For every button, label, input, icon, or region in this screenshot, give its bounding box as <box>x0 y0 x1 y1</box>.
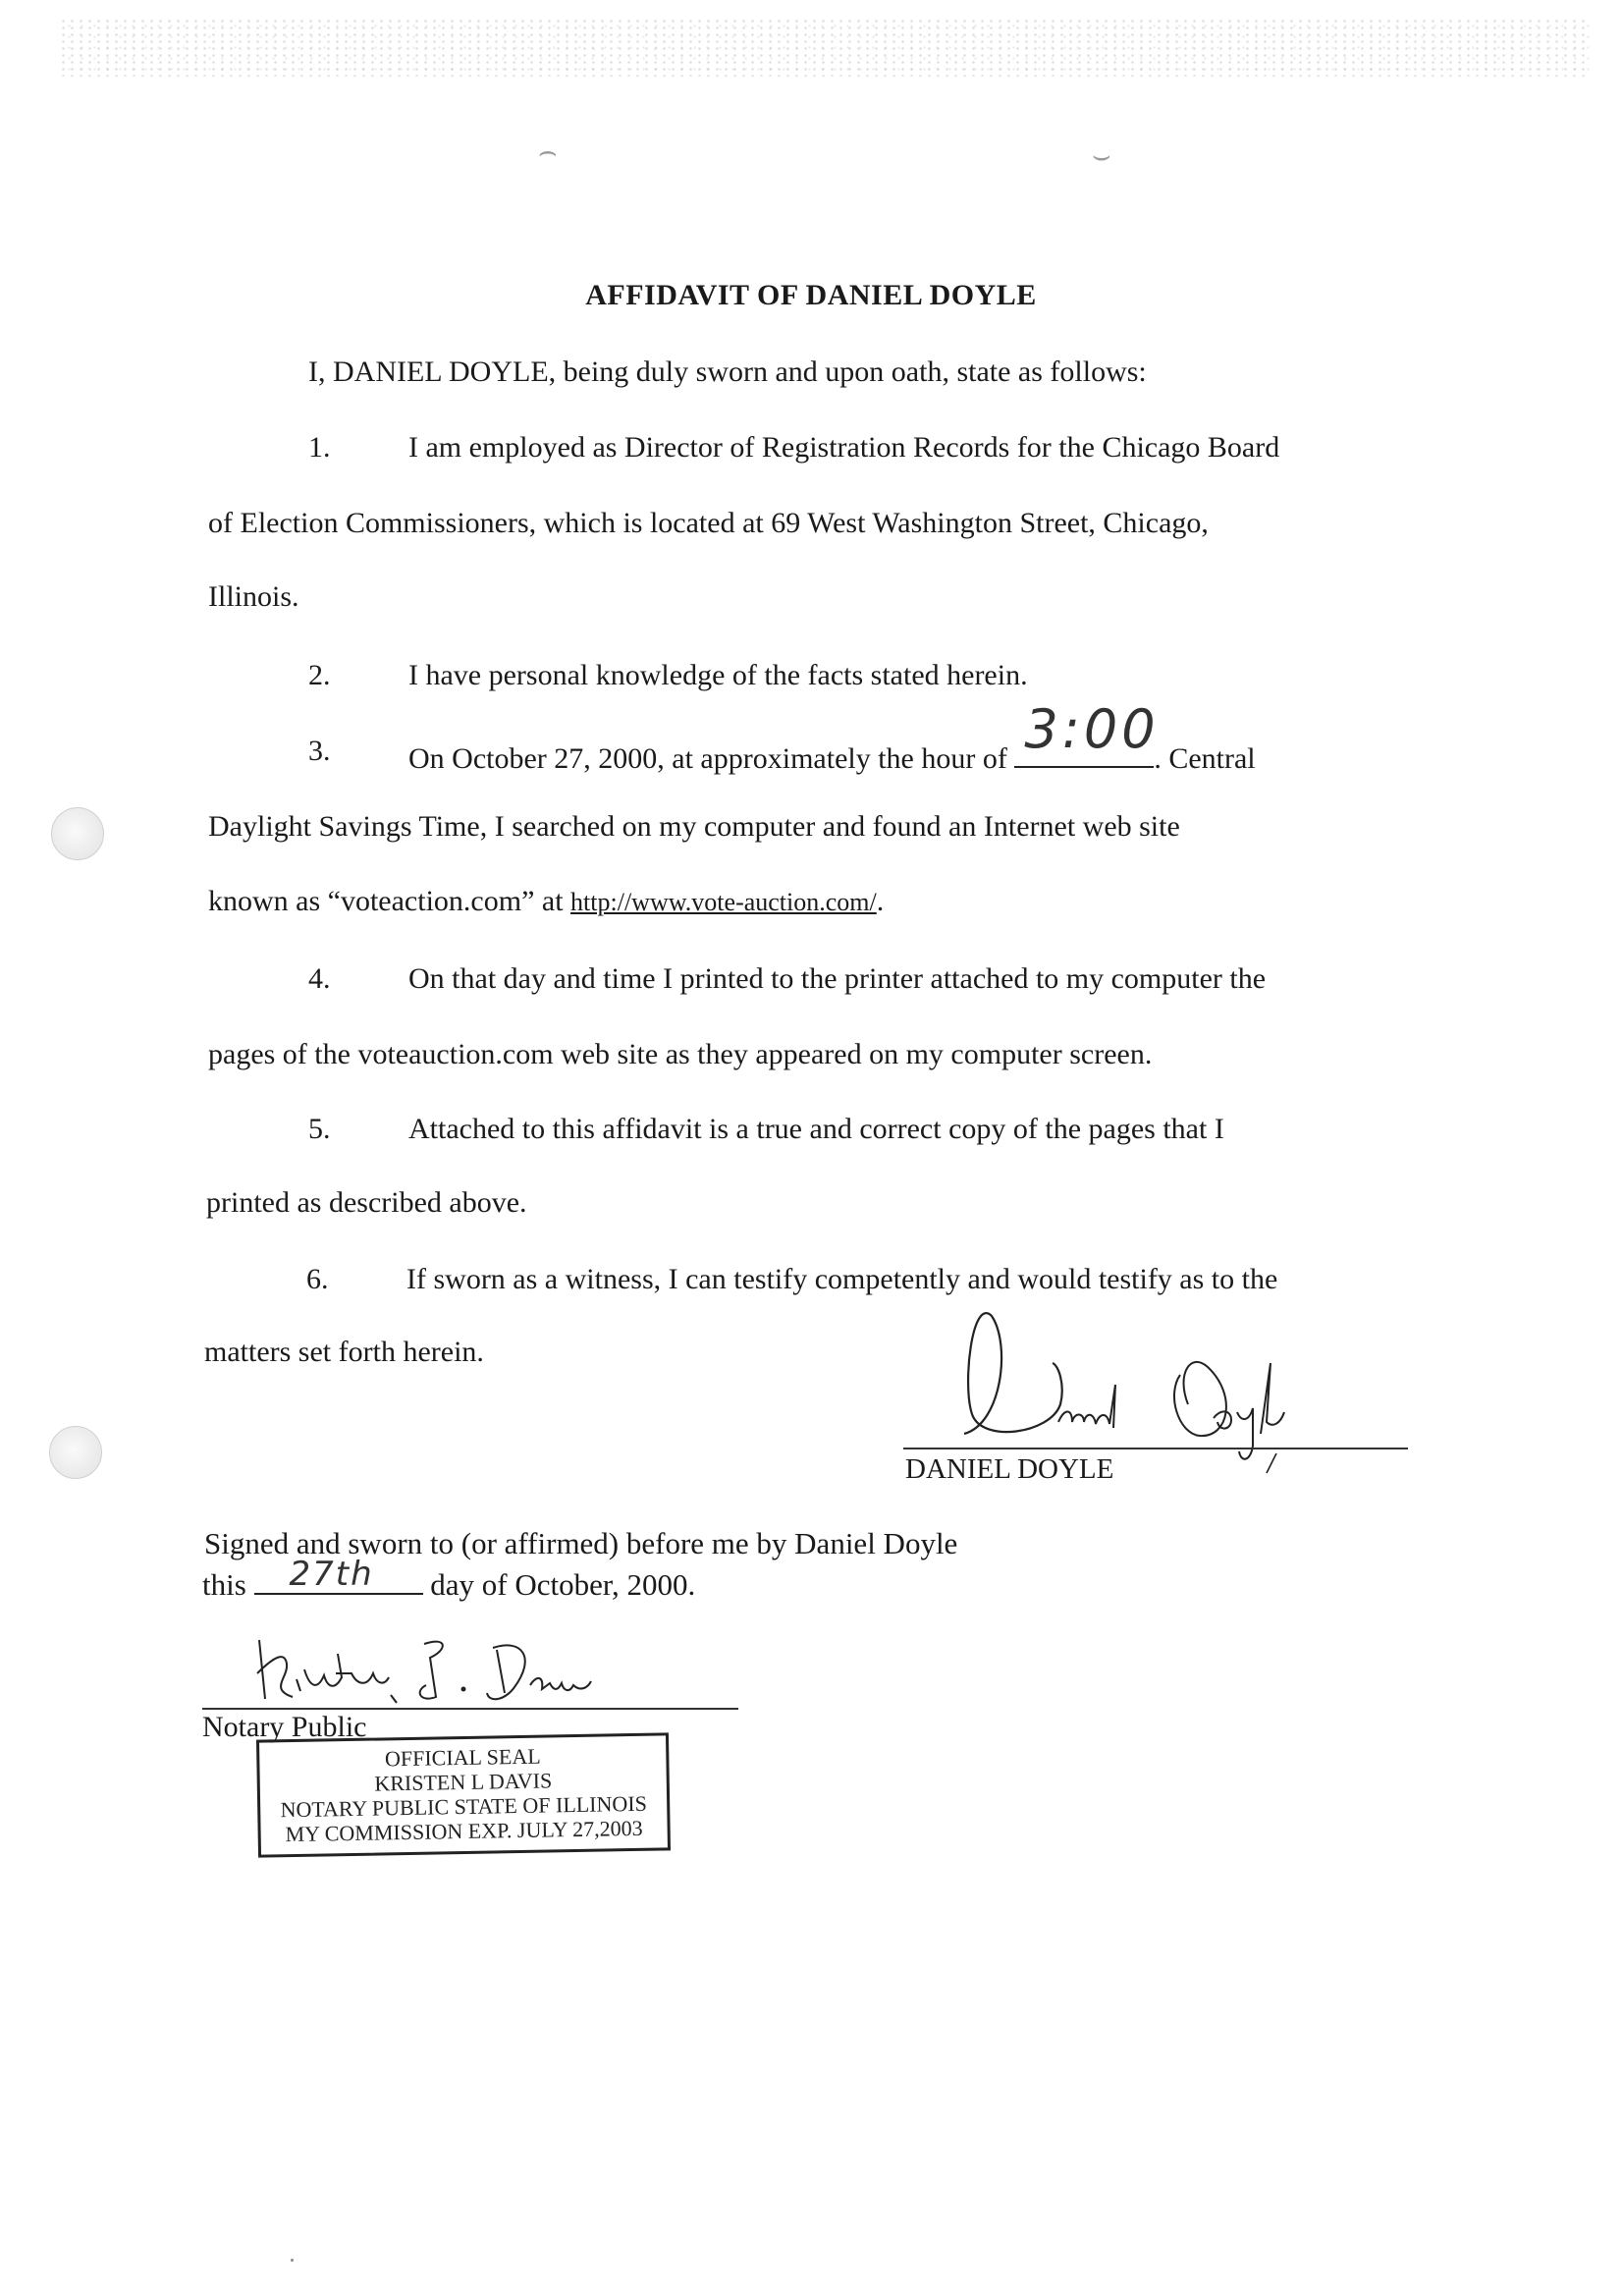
handwritten-day-blank <box>254 1555 423 1595</box>
paragraph-1-line-1: I am employed as Director of Registration Records for the Chicago Board <box>408 431 1280 464</box>
document-title: AFFIDAVIT OF DANIEL DOYLE <box>585 279 1037 311</box>
paragraph-6-number: 6. <box>306 1263 329 1295</box>
paragraph-3-known-as: known as “voteaction.com” at <box>208 885 564 917</box>
handwritten-time: 3:00 <box>1024 698 1160 760</box>
paragraph-5-number: 5. <box>308 1113 331 1145</box>
intro-text: I, DANIEL DOYLE, being duly sworn and upon oath, state as follows: <box>308 355 1147 388</box>
paragraph-3-period: . <box>876 885 885 917</box>
handwritten-time-blank <box>1014 698 1160 768</box>
hole-punch <box>51 807 104 860</box>
jurat-day-text: day of October, 2000. <box>430 1567 696 1602</box>
paragraph-3-line-1 <box>408 698 1256 775</box>
paragraph-1-number: 1. <box>308 431 331 464</box>
paragraph-4-line-1: On that day and time I printed to the printer attached to my computer the <box>408 962 1267 995</box>
paragraph-3-text-after: . Central <box>1154 742 1256 775</box>
website-url-link[interactable]: http://www.vote-auction.com/ <box>570 888 877 916</box>
paragraph-4-line-2: pages of the voteauction.com web site as they appeared on my computer screen. <box>208 1038 1153 1070</box>
seal-line-2: KRISTEN L DAVIS <box>374 1768 553 1796</box>
paragraph-2-number: 2. <box>308 659 331 691</box>
paragraph-3-line-3 <box>208 887 884 916</box>
paragraph-3-number: 3. <box>308 735 331 767</box>
paragraph-4-number: 4. <box>308 962 331 995</box>
seal-line-4: MY COMMISSION EXP. JULY 27,2003 <box>285 1815 643 1847</box>
scan-mark: ⌢ <box>538 136 558 168</box>
paragraph-2-line-1: I have personal knowledge of the facts stated herein. <box>408 659 1028 691</box>
seal-line-1: OFFICIAL SEAL <box>384 1743 541 1772</box>
scan-noise <box>59 18 1591 77</box>
official-seal-stamp <box>256 1732 671 1857</box>
paragraph-6-line-1: If sworn as a witness, I can testify competently and would testify as to the <box>406 1263 1278 1295</box>
affiant-name: DANIEL DOYLE <box>905 1453 1114 1485</box>
paragraph-5-line-1: Attached to this affidavit is a true and correct copy of the pages that I <box>408 1113 1224 1145</box>
jurat-line-1: Signed and sworn to (or affirmed) before me by Daniel Doyle <box>204 1526 958 1560</box>
handwritten-day: 27th <box>289 1555 374 1594</box>
scan-speck <box>291 2259 294 2262</box>
jurat-line-2 <box>202 1555 696 1602</box>
scan-mark: ⌣ <box>1092 139 1111 172</box>
notary-signature <box>245 1630 619 1709</box>
paragraph-3-text-before: On October 27, 2000, at approximately the hour of <box>408 742 1007 775</box>
jurat-this: this <box>202 1567 246 1602</box>
notary-signature-line <box>202 1708 738 1710</box>
notary-label: Notary Public <box>202 1711 367 1743</box>
hole-punch <box>49 1426 102 1479</box>
paragraph-5-line-2: printed as described above. <box>206 1186 527 1219</box>
paragraph-1-line-3: Illinois. <box>208 580 299 613</box>
paragraph-3-line-2: Daylight Savings Time, I searched on my computer and found an Internet web site <box>208 810 1180 843</box>
affiant-signature-line <box>903 1448 1408 1449</box>
seal-line-3: NOTARY PUBLIC STATE OF ILLINOIS <box>280 1790 648 1823</box>
paragraph-1-line-2: of Election Commissioners, which is located at 69 West Washington Street, Chicago, <box>208 507 1209 539</box>
paragraph-6-line-2: matters set forth herein. <box>204 1336 484 1368</box>
